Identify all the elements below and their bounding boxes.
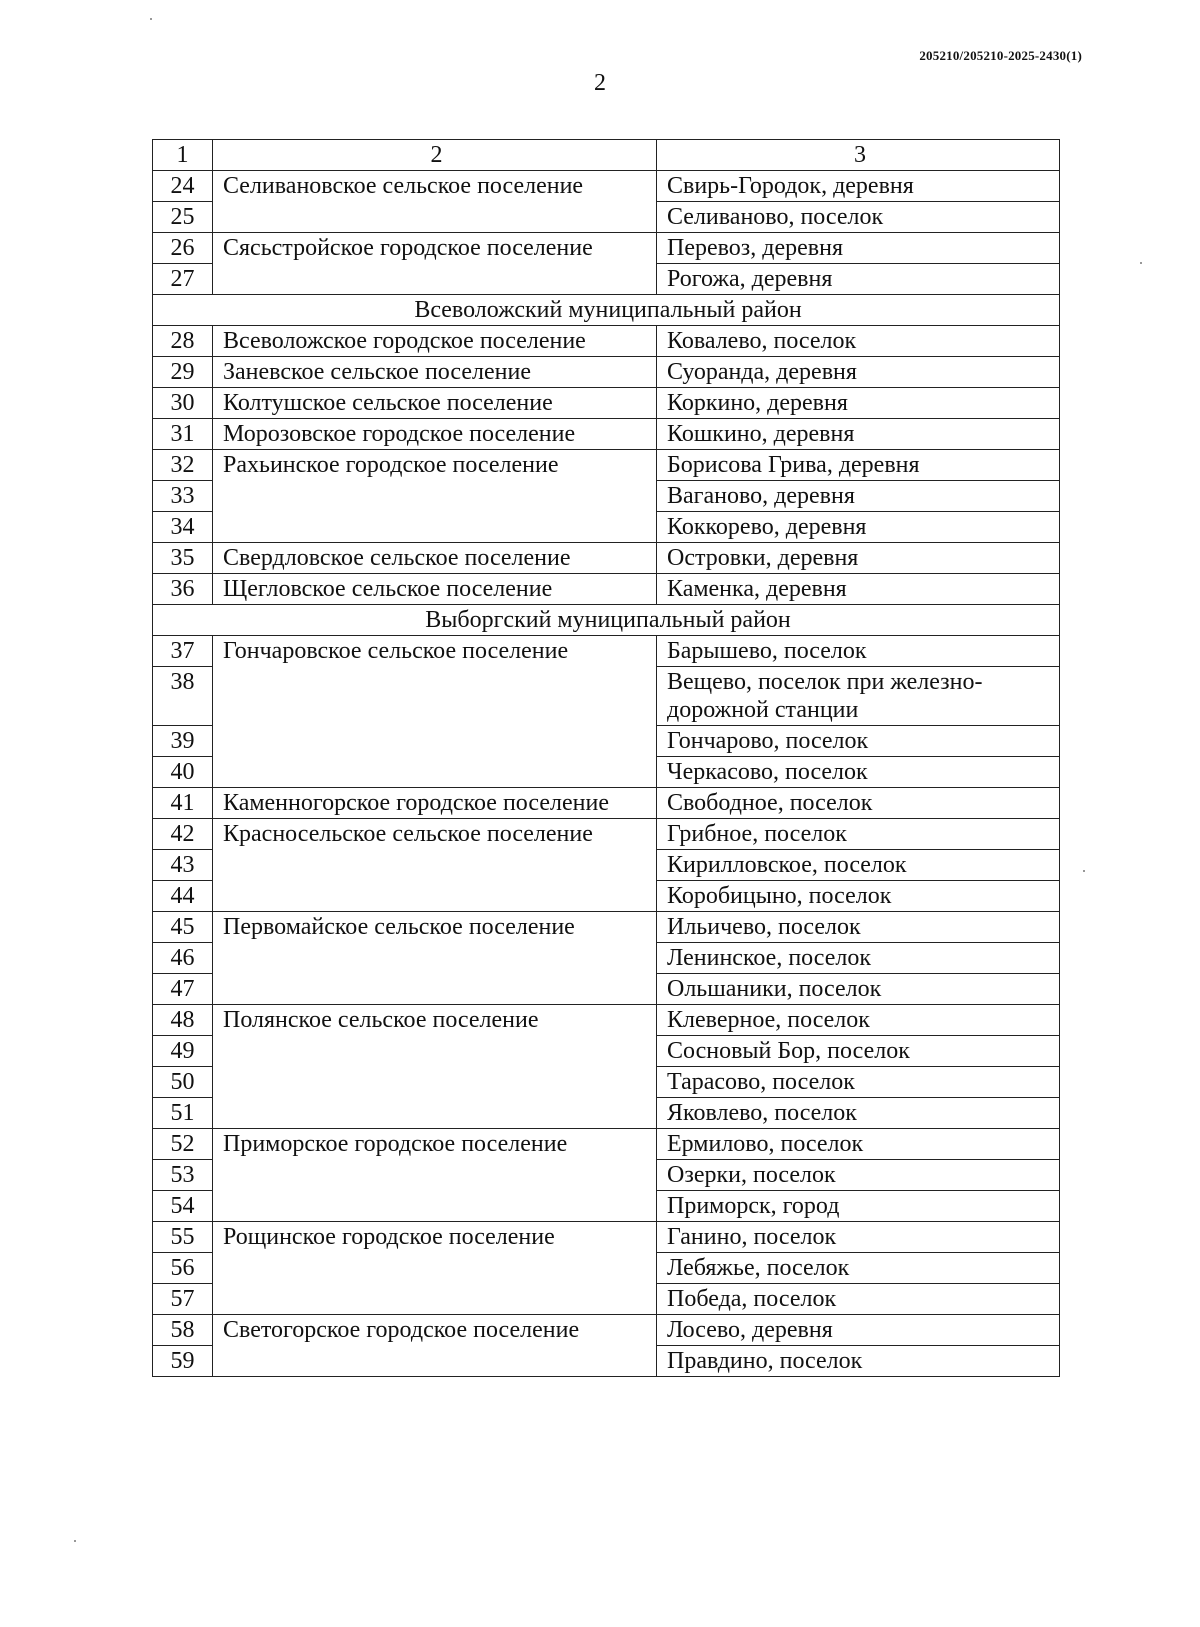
locality-name: Ермилово, поселок: [657, 1129, 1060, 1160]
locality-name: Перевоз, деревня: [657, 233, 1060, 264]
scan-speck: [1083, 870, 1085, 872]
row-number: 43: [153, 850, 213, 881]
row-number: 29: [153, 357, 213, 388]
table-row: [153, 1315, 1060, 1346]
locality-name: Островки, деревня: [657, 543, 1060, 574]
table-row: [153, 974, 1060, 1005]
row-number: 35: [153, 543, 213, 574]
district-header-row: [153, 605, 1060, 636]
row-number: 38: [153, 667, 213, 726]
row-number: 27: [153, 264, 213, 295]
settlement-name: [213, 726, 657, 757]
settlement-name: [213, 264, 657, 295]
row-number: 41: [153, 788, 213, 819]
locality-name: Лебяжье, поселок: [657, 1253, 1060, 1284]
document-id: 205210/205210-2025-2430(1): [919, 48, 1082, 63]
table-row: [153, 326, 1060, 357]
settlement-name: Заневское сельское поселение: [213, 357, 657, 388]
settlement-name: Приморское городское поселение: [213, 1129, 657, 1160]
table-row: [153, 512, 1060, 543]
table-row: [153, 819, 1060, 850]
locality-name: Сосновый Бор, поселок: [657, 1036, 1060, 1067]
row-number: 32: [153, 450, 213, 481]
settlement-name: Сясьстройское городское поселение: [213, 233, 657, 264]
settlement-name: [213, 943, 657, 974]
row-number: 48: [153, 1005, 213, 1036]
row-number: 25: [153, 202, 213, 233]
table-row: [153, 788, 1060, 819]
district-name: Всеволожский муниципальный район: [153, 295, 1060, 326]
locality-name: Коркино, деревня: [657, 388, 1060, 419]
settlement-name: [213, 202, 657, 233]
settlement-name: Рощинское городское поселение: [213, 1222, 657, 1253]
column-header-2: 2: [213, 140, 657, 171]
row-number: 42: [153, 819, 213, 850]
locality-name: Озерки, поселок: [657, 1160, 1060, 1191]
settlement-name: Светогорское городское поселение: [213, 1315, 657, 1346]
row-number: 52: [153, 1129, 213, 1160]
table-row: [153, 881, 1060, 912]
locality-name: Грибное, поселок: [657, 819, 1060, 850]
column-header-1: 1: [153, 140, 213, 171]
locality-name: Ганино, поселок: [657, 1222, 1060, 1253]
settlement-name: Рахьинское городское поселение: [213, 450, 657, 481]
settlement-name: Всеволожское городское поселение: [213, 326, 657, 357]
locality-name: Победа, поселок: [657, 1284, 1060, 1315]
locality-name: Кирилловское, поселок: [657, 850, 1060, 881]
locality-name: Коккорево, деревня: [657, 512, 1060, 543]
settlement-name: Каменногорское городское поселение: [213, 788, 657, 819]
table-row: [153, 233, 1060, 264]
locality-name: Ковалево, поселок: [657, 326, 1060, 357]
scan-speck: [150, 18, 152, 20]
row-number: 31: [153, 419, 213, 450]
row-number: 50: [153, 1067, 213, 1098]
table-row: [153, 574, 1060, 605]
table-row: [153, 757, 1060, 788]
table-row: [153, 543, 1060, 574]
settlement-name: [213, 1191, 657, 1222]
locality-name: Селиваново, поселок: [657, 202, 1060, 233]
locality-name: Суоранда, деревня: [657, 357, 1060, 388]
table-row: [153, 1191, 1060, 1222]
table-row: [153, 1222, 1060, 1253]
row-number: 51: [153, 1098, 213, 1129]
table-row: [153, 1036, 1060, 1067]
row-number: 34: [153, 512, 213, 543]
settlement-name: Полянское сельское поселение: [213, 1005, 657, 1036]
row-number: 55: [153, 1222, 213, 1253]
row-number: 24: [153, 171, 213, 202]
settlement-name: Первомайское сельское поселение: [213, 912, 657, 943]
table-row: [153, 450, 1060, 481]
locality-name: Приморск, город: [657, 1191, 1060, 1222]
locality-name: Барышево, поселок: [657, 636, 1060, 667]
row-number: 56: [153, 1253, 213, 1284]
settlement-name: Морозовское городское поселение: [213, 419, 657, 450]
locality-name: Свирь-Городок, деревня: [657, 171, 1060, 202]
district-name: Выборгский муниципальный район: [153, 605, 1060, 636]
settlement-name: [213, 881, 657, 912]
settlement-name: [213, 1098, 657, 1129]
table-row: [153, 850, 1060, 881]
settlement-name: [213, 1284, 657, 1315]
locality-name: Каменка, деревня: [657, 574, 1060, 605]
table-row: [153, 264, 1060, 295]
row-number: 39: [153, 726, 213, 757]
row-number: 33: [153, 481, 213, 512]
row-number: 59: [153, 1346, 213, 1377]
locality-name: Кошкино, деревня: [657, 419, 1060, 450]
table-row: [153, 1067, 1060, 1098]
table-row: [153, 1346, 1060, 1377]
locality-name: Яковлево, поселок: [657, 1098, 1060, 1129]
table-row: [153, 1005, 1060, 1036]
table-row: [153, 388, 1060, 419]
table-row: [153, 636, 1060, 667]
table-row: [153, 1098, 1060, 1129]
row-number: 30: [153, 388, 213, 419]
row-number: 47: [153, 974, 213, 1005]
settlement-name: [213, 1346, 657, 1377]
row-number: 28: [153, 326, 213, 357]
column-header-3: 3: [657, 140, 1060, 171]
table-row: [153, 357, 1060, 388]
table-row: [153, 202, 1060, 233]
locality-name: Свободное, поселок: [657, 788, 1060, 819]
settlements-table: [152, 139, 1060, 1377]
locality-name: Ваганово, деревня: [657, 481, 1060, 512]
locality-name: Борисова Грива, деревня: [657, 450, 1060, 481]
locality-name: Гончарово, поселок: [657, 726, 1060, 757]
settlement-name: Колтушское сельское поселение: [213, 388, 657, 419]
locality-name: Правдино, поселок: [657, 1346, 1060, 1377]
scan-speck: [1140, 262, 1142, 264]
row-number: 40: [153, 757, 213, 788]
settlement-name: [213, 757, 657, 788]
settlement-name: [213, 1067, 657, 1098]
table-row: [153, 481, 1060, 512]
row-number: 46: [153, 943, 213, 974]
settlement-name: Щегловское сельское поселение: [213, 574, 657, 605]
row-number: 37: [153, 636, 213, 667]
row-number: 49: [153, 1036, 213, 1067]
row-number: 58: [153, 1315, 213, 1346]
table-row: [153, 171, 1060, 202]
settlement-name: [213, 667, 657, 726]
settlement-name: Красносельское сельское поселение: [213, 819, 657, 850]
table-header-row: [153, 140, 1060, 171]
district-header-row: [153, 295, 1060, 326]
settlement-name: Свердловское сельское поселение: [213, 543, 657, 574]
settlement-name: [213, 1253, 657, 1284]
settlement-name: [213, 850, 657, 881]
table-row: [153, 943, 1060, 974]
row-number: 54: [153, 1191, 213, 1222]
locality-name: Вещево, поселок при железно-дорожной станции: [657, 667, 1060, 726]
settlement-name: [213, 974, 657, 1005]
table-row: [153, 726, 1060, 757]
settlement-name: [213, 1160, 657, 1191]
table-row: [153, 667, 1060, 726]
table-row: [153, 1284, 1060, 1315]
table-row: [153, 1129, 1060, 1160]
settlement-name: [213, 481, 657, 512]
page-number: 2: [594, 70, 606, 96]
locality-name: Черкасово, поселок: [657, 757, 1060, 788]
scan-speck: [74, 1540, 76, 1542]
settlement-name: [213, 1036, 657, 1067]
table-row: [153, 1253, 1060, 1284]
row-number: 36: [153, 574, 213, 605]
row-number: 57: [153, 1284, 213, 1315]
table-body: [153, 140, 1060, 1377]
locality-name: Рогожа, деревня: [657, 264, 1060, 295]
locality-name: Ильичево, поселок: [657, 912, 1060, 943]
locality-name: Лосево, деревня: [657, 1315, 1060, 1346]
settlement-name: Гончаровское сельское поселение: [213, 636, 657, 667]
settlement-name: Селивановское сельское поселение: [213, 171, 657, 202]
table-row: [153, 912, 1060, 943]
table-row: [153, 1160, 1060, 1191]
settlement-name: [213, 512, 657, 543]
table-row: [153, 419, 1060, 450]
row-number: 53: [153, 1160, 213, 1191]
locality-name: Ленинское, поселок: [657, 943, 1060, 974]
row-number: 26: [153, 233, 213, 264]
row-number: 45: [153, 912, 213, 943]
locality-name: Коробицыно, поселок: [657, 881, 1060, 912]
locality-name: Ольшаники, поселок: [657, 974, 1060, 1005]
locality-name: Клеверное, поселок: [657, 1005, 1060, 1036]
row-number: 44: [153, 881, 213, 912]
locality-name: Тарасово, поселок: [657, 1067, 1060, 1098]
